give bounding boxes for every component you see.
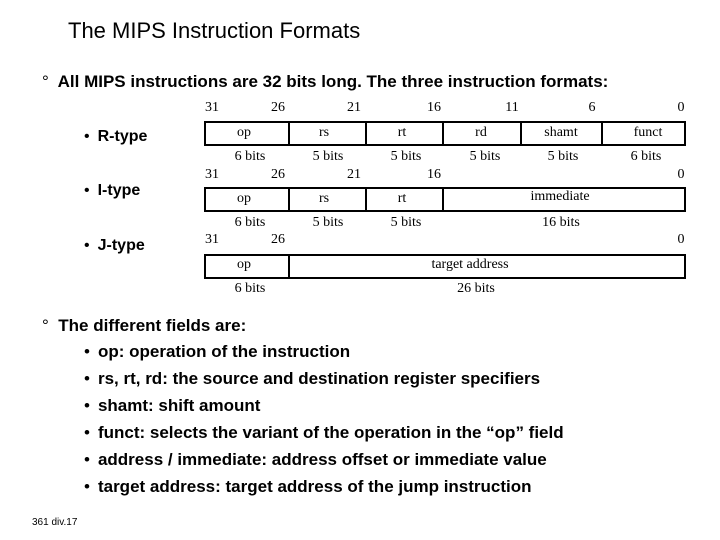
bit-position: 16 <box>427 100 441 115</box>
bullet-icon: • <box>84 369 90 388</box>
field-rs: rs <box>318 125 330 140</box>
page-title: The MIPS Instruction Formats <box>68 18 361 43</box>
field-width: 6 bits <box>234 149 266 164</box>
bullet-icon: • <box>84 423 90 442</box>
field-divider <box>365 123 367 144</box>
field-width: 5 bits <box>312 215 344 230</box>
bit-position: 6 <box>588 100 596 115</box>
field-divider <box>365 189 367 210</box>
intro-line <box>42 72 608 92</box>
type-label-text: R-type <box>97 128 148 145</box>
bit-position: 26 <box>271 167 285 182</box>
field-width: 5 bits <box>390 215 422 230</box>
bullet-icon: • <box>84 182 90 199</box>
bullet-icon: • <box>84 477 90 496</box>
list-item-text: shamt: shift amount <box>97 396 261 415</box>
field-divider <box>442 189 444 210</box>
r-type-box <box>204 121 686 146</box>
field-funct: funct <box>633 125 663 140</box>
field-op: op <box>237 191 251 206</box>
i-type-box <box>204 187 686 212</box>
type-label-text: I-type <box>97 182 141 199</box>
field-immediate: immediate <box>530 189 590 204</box>
field-rs: rs <box>318 191 330 206</box>
type-label-i <box>84 182 140 200</box>
bit-position: 0 <box>677 167 685 182</box>
bit-position: 26 <box>271 232 285 247</box>
list-item <box>84 477 532 497</box>
fields-heading <box>42 316 246 336</box>
list-item <box>84 450 547 470</box>
field-width: 5 bits <box>547 149 579 164</box>
intro-text: All MIPS instructions are 32 bits long. The three instruction formats: <box>57 72 609 91</box>
field-divider <box>601 123 603 144</box>
bit-position: 26 <box>271 100 285 115</box>
bit-position: 31 <box>205 167 219 182</box>
field-width: 5 bits <box>312 149 344 164</box>
field-width: 6 bits <box>234 215 266 230</box>
bullet-icon: • <box>84 128 90 145</box>
field-width: 16 bits <box>542 215 580 230</box>
field-target-address: target address <box>431 257 509 272</box>
bit-position: 11 <box>505 100 519 115</box>
bit-position: 0 <box>677 232 685 247</box>
field-divider <box>288 256 290 277</box>
bit-position: 31 <box>205 232 219 247</box>
field-divider <box>520 123 522 144</box>
list-item <box>84 423 564 443</box>
field-width: 6 bits <box>630 149 662 164</box>
field-divider <box>288 189 290 210</box>
bit-position: 21 <box>347 167 361 182</box>
list-item <box>84 369 540 389</box>
list-item-text: target address: target address of the jump instruction <box>97 477 532 496</box>
list-item-text: address / immediate: address offset or immediate value <box>97 450 547 469</box>
field-op: op <box>237 257 251 272</box>
field-width: 6 bits <box>234 281 266 296</box>
list-item <box>84 342 350 362</box>
bit-position: 21 <box>347 100 361 115</box>
field-rt: rt <box>397 191 407 206</box>
field-divider <box>288 123 290 144</box>
field-divider <box>442 123 444 144</box>
field-width: 5 bits <box>469 149 501 164</box>
type-label-j <box>84 237 145 255</box>
bullet-icon: • <box>84 396 90 415</box>
fields-heading-text: The different fields are: <box>58 316 247 335</box>
type-label-text: J-type <box>97 237 145 254</box>
bit-position: 31 <box>205 100 219 115</box>
degree-bullet-icon: ° <box>42 72 49 91</box>
field-width: 5 bits <box>390 149 422 164</box>
slide-footer: 361 div.17 <box>32 517 78 528</box>
list-item-text: funct: selects the variant of the operation in the “op” field <box>97 423 564 442</box>
field-shamt: shamt <box>544 125 578 140</box>
list-item-text: op: operation of the instruction <box>97 342 351 361</box>
bullet-icon: • <box>84 342 90 361</box>
type-label-r <box>84 128 147 146</box>
list-item <box>84 396 260 416</box>
bullet-icon: • <box>84 450 90 469</box>
list-item-text: rs, rt, rd: the source and destination register specifiers <box>97 369 541 388</box>
bit-position: 16 <box>427 167 441 182</box>
field-rd: rd <box>475 125 487 140</box>
degree-bullet-icon: ° <box>42 316 49 335</box>
field-rt: rt <box>397 125 407 140</box>
bit-position: 0 <box>677 100 685 115</box>
field-op: op <box>237 125 251 140</box>
field-width: 26 bits <box>457 281 495 296</box>
bullet-icon: • <box>84 237 90 254</box>
